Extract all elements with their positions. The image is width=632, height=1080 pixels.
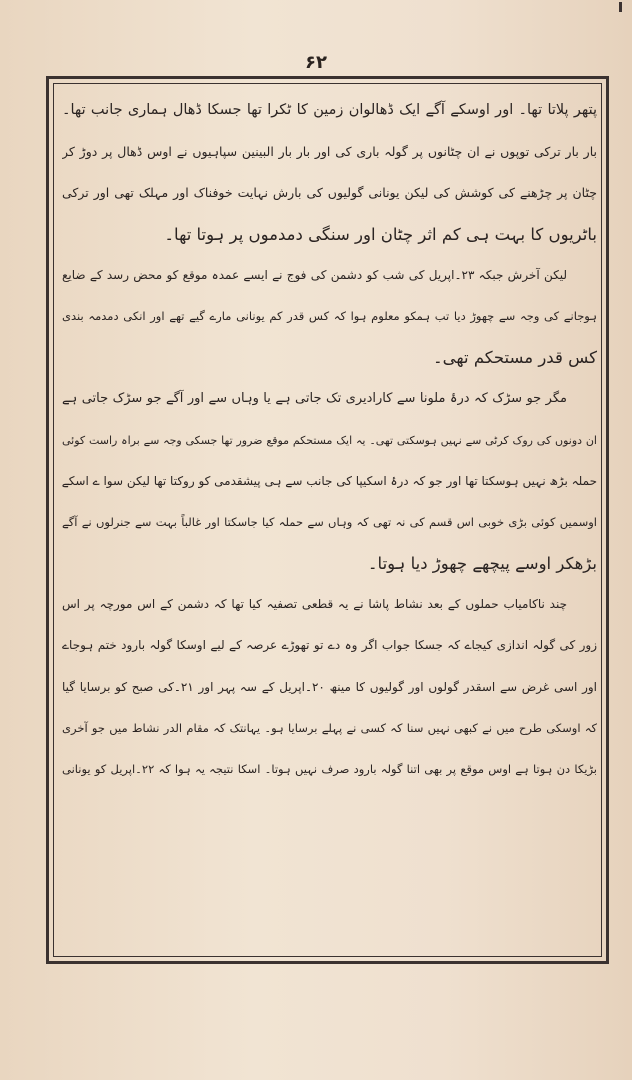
- text-line: چند ناکامیاب حملوں کے بعد نشاط پاشا نے یہ قطعی تصفیہ کیا تھا کہ دشمن کے اس مورچہ پر اس: [62, 597, 567, 612]
- text-line: ان دونوں کی روک کرٹی سے نہیں ہوسکتی تھی۔ یہ ایک مستحکم موقع ضرور تھا جسکی وجہ سے براہ راست کوئی: [62, 433, 597, 447]
- text-line: حملہ بڑھ نہیں ہوسکتا تھا اور جو کہ درۂ اسکیپا کی جانب سے ہی پیشقدمی کو روکتا تھا لیکن سوا ے اسکے: [62, 473, 597, 488]
- text-line: اور اسی غرض سے اسقدر گولوں اور گولیوں کا مینھ ۲۰۔اپریل کے سہ پہر اور ۲۱۔کی صبح کو برسایا گیا: [62, 679, 597, 694]
- text-line: ہوجانے کی وجہ سے چھوڑ دیا تب ہمکو معلوم ہوا کہ کس قدر کم یونانی مارے گیے تھے اور انکی دمدمہ بندی: [62, 308, 597, 323]
- text-line: مگر جو سڑک کہ درۂ ملونا سے کارادیری تک جاتی ہے یا وہاں سے اور آگے جو سڑک جاتی ہے: [62, 391, 567, 407]
- text-line: لیکن آخرش جبکہ ۲۳۔اپریل کی شب کو دشمن کی فوج نے ایسے عمدہ موقع کو محض رسد کے ضایع: [62, 267, 568, 282]
- text-line: زور کی گولہ اندازی کیجاے کہ جسکا جواب اگر وہ دے تو تھوڑے عرصہ کے لیے اوسکا گولہ بارود ختم ہوجاے: [62, 638, 597, 653]
- text-line: چٹان پر چڑھنے کی کوشش کی لیکن یونانی گولیوں کی بارش نہایت خوفناک اور مہلک تھی اور ترکی: [62, 185, 597, 201]
- text-line: بڑھکر اوسے پیچھے چھوڑ دیا ہوتا۔: [367, 554, 597, 574]
- page-number: ۶۲: [305, 52, 327, 73]
- text-line: بار بار ترکی توپوں نے ان چٹانوں پر گولہ باری کی اور بار بار البینین سپاہیوں نے اوس ڈھال پر دوڑ کر: [62, 144, 597, 160]
- page-corner-mark: [619, 2, 622, 12]
- text-line: بڑیکا دن ہوتا ہے اوس موقع پر بھی اتنا گولہ بارود صرف نہیں ہوتا۔ اسکا نتیجہ یہ ہوا کہ ۲۲۔اپریل کو یونانی: [62, 762, 597, 776]
- text-line: کہ اوسکی طرح میں نے کبھی نہیں سنا کہ کسی نے پہلے برسایا ہو۔ یہانتک کہ مقام الدر نشاط میں جو آخری: [62, 720, 597, 735]
- text-line: پتھر پلاتا تھا۔ اور اوسکے آگے ایک ڈھالوان زمین کا ٹکرا تھا جسکا ڈھال ہماری جانب تھا۔: [62, 102, 597, 118]
- text-line: اوسمیں کوئی بڑی خوبی اس قسم کی نہ تھی کہ وہاں سے حملہ کیا جاسکتا اور غالباً بہت سے جنرلوں نے آگے: [62, 514, 597, 529]
- text-line: باٹریوں کا بہت ہی کم اثر چٹان اور سنگی دمدموں پر ہوتا تھا۔: [164, 224, 597, 244]
- text-line: کس قدر مستحکم تھی۔: [432, 348, 597, 368]
- text-block: [62, 90, 597, 950]
